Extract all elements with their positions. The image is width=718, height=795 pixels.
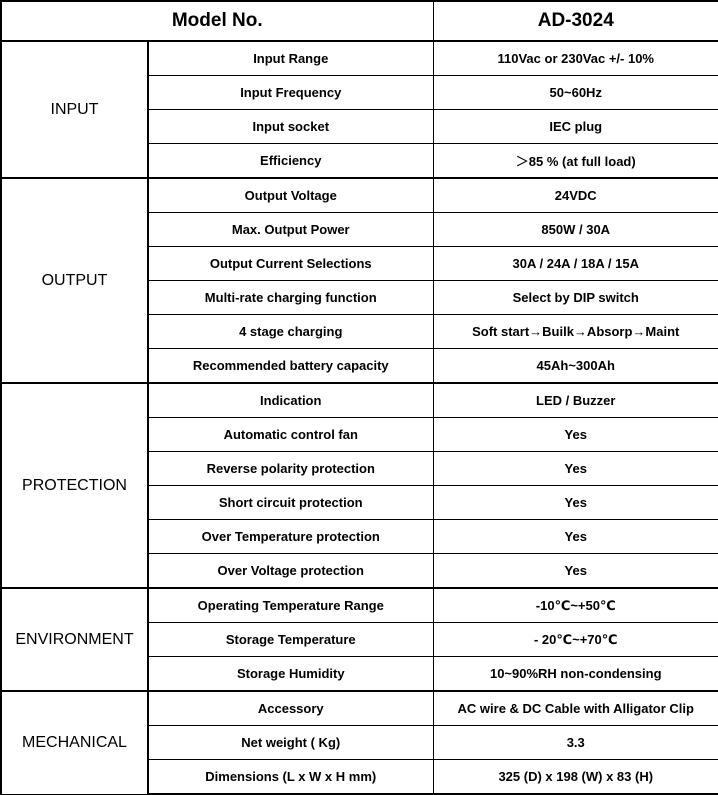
spec-row (1, 691, 718, 726)
category-label: ENVIRONMENT (1, 588, 148, 691)
parameter-name: Net weight ( Kg) (148, 726, 433, 760)
parameter-value: Yes (433, 486, 718, 520)
parameter-name: Reverse polarity protection (148, 452, 433, 486)
spec-row (1, 588, 718, 623)
parameter-value: 30A / 24A / 18A / 15A (433, 247, 718, 281)
spec-row (1, 178, 718, 213)
spec-table-body (1, 1, 718, 794)
parameter-value: 45Ah~300Ah (433, 349, 718, 384)
parameter-value: 110Vac or 230Vac +/- 10% (433, 41, 718, 76)
parameter-name: Operating Temperature Range (148, 588, 433, 623)
category-label: MECHANICAL (1, 691, 148, 794)
parameter-name: Over Voltage protection (148, 554, 433, 589)
category-label: INPUT (1, 41, 148, 178)
parameter-name: Output Current Selections (148, 247, 433, 281)
model-label: Model No. (1, 1, 433, 41)
parameter-name: Max. Output Power (148, 213, 433, 247)
parameter-name: Multi-rate charging function (148, 281, 433, 315)
parameter-value: -10℃~+50℃ (433, 588, 718, 623)
category-label: OUTPUT (1, 178, 148, 383)
parameter-name: Input Frequency (148, 76, 433, 110)
parameter-name: Automatic control fan (148, 418, 433, 452)
parameter-value: 325 (D) x 198 (W) x 83 (H) (433, 760, 718, 795)
parameter-name: Storage Humidity (148, 657, 433, 692)
parameter-name: Short circuit protection (148, 486, 433, 520)
parameter-name: Accessory (148, 691, 433, 726)
parameter-name: Storage Temperature (148, 623, 433, 657)
parameter-value: Yes (433, 452, 718, 486)
parameter-name: Input Range (148, 41, 433, 76)
parameter-value: 24VDC (433, 178, 718, 213)
category-label: PROTECTION (1, 383, 148, 588)
parameter-name: Dimensions (L x W x H mm) (148, 760, 433, 795)
parameter-value: Yes (433, 554, 718, 589)
parameter-value: AC wire & DC Cable with Alligator Clip (433, 691, 718, 726)
header-row (1, 1, 718, 41)
parameter-value: Soft start→Builk→Absorp→Maint (433, 315, 718, 349)
parameter-value: Yes (433, 520, 718, 554)
parameter-value: 3.3 (433, 726, 718, 760)
parameter-value: 850W / 30A (433, 213, 718, 247)
parameter-value: 50~60Hz (433, 76, 718, 110)
parameter-name: Indication (148, 383, 433, 418)
parameter-name: Output Voltage (148, 178, 433, 213)
parameter-value: ＞85 % (at full load) (433, 144, 718, 179)
parameter-value: IEC plug (433, 110, 718, 144)
parameter-value: Select by DIP switch (433, 281, 718, 315)
parameter-value: 10~90%RH non-condensing (433, 657, 718, 692)
model-value: AD-3024 (433, 1, 718, 41)
parameter-value: Yes (433, 418, 718, 452)
parameter-value: - 20℃~+70℃ (433, 623, 718, 657)
parameter-name: Over Temperature protection (148, 520, 433, 554)
parameter-value: LED / Buzzer (433, 383, 718, 418)
parameter-name: Recommended battery capacity (148, 349, 433, 384)
spec-row (1, 41, 718, 76)
spec-row (1, 383, 718, 418)
parameter-name: Input socket (148, 110, 433, 144)
parameter-name: Efficiency (148, 144, 433, 179)
parameter-name: 4 stage charging (148, 315, 433, 349)
